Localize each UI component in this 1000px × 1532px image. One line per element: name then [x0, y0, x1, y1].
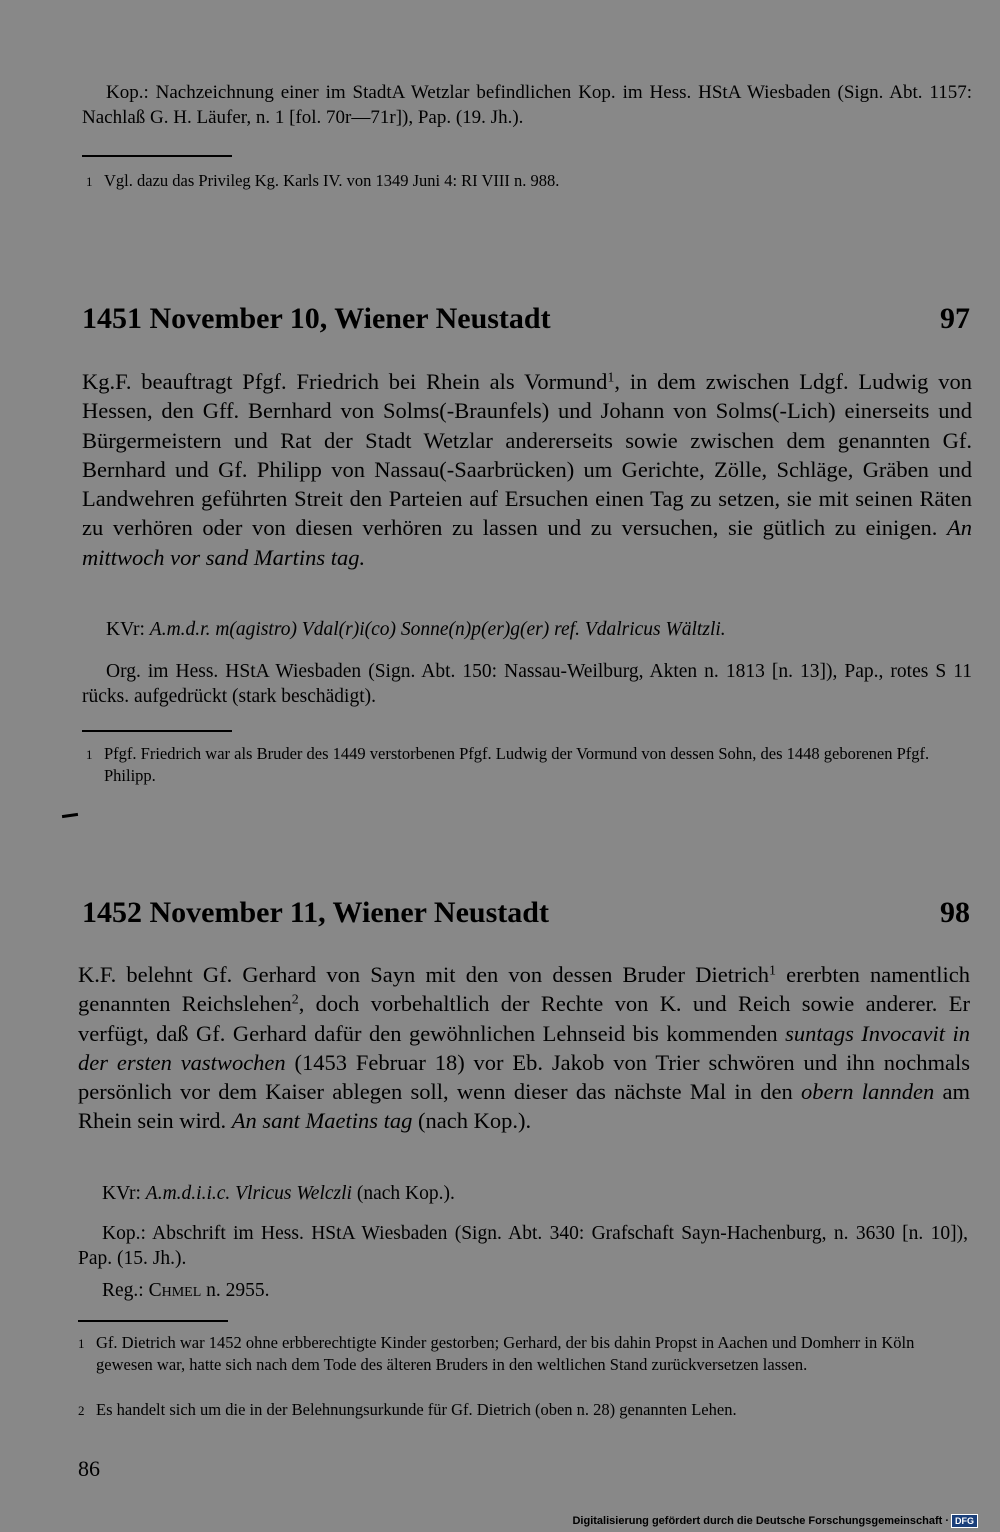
- dating-clause: An mittwoch vor sand Martins tag.: [82, 515, 972, 570]
- org-note-97: [82, 659, 972, 709]
- regest-body-97: [82, 367, 972, 572]
- stray-mark: [62, 813, 78, 818]
- regest-text: (nach Kop.).: [412, 1108, 532, 1134]
- entry-heading-97: [82, 302, 970, 336]
- kop-note-top: [82, 80, 972, 130]
- footnote-rule: [82, 730, 232, 732]
- footnote-97: [86, 743, 966, 787]
- regest-text: , doch vorbehaltlich der Rechte von K. und Reich sowie anderer. Er verfügt, daß Gf. Gerhard dafür den gewöhnlichen Lehnseid bis kommenden: [78, 991, 970, 1046]
- regest-body-98: [78, 960, 970, 1136]
- regest-text: Kg.F. beauftragt Pfgf. Friedrich bei Rhein als Vormund: [82, 369, 608, 394]
- kvr-label: KVr:: [106, 619, 150, 640]
- footnote-number: 1: [86, 747, 93, 762]
- regest-text: (1453 Februar 18) vor Eb. Jakob von Trier schwören und ihn nochmals persönlich vor dem Kaiser ablegen soll, wenn dieser das nächste Mal in den: [78, 1049, 970, 1105]
- org-text: Org. im Hess. HStA Wiesbaden (Sign. Abt. 150: Nassau-Weilburg, Akten n. 1813 [n. 13]), Pap., rotes S 11 rücks. aufgedrückt (stark beschädigt).: [82, 661, 972, 707]
- kvr-text: A.m.d.r. m(agistro) Vdal(r)i(co) Sonne(n)p(er)g(er) ref. Vdalricus Wältzli.: [149, 619, 726, 640]
- footnote-rule: [82, 155, 232, 157]
- entry-date-place: 1451 November 10, Wiener Neustadt: [82, 302, 551, 335]
- dfg-logo: DFG: [951, 1514, 978, 1528]
- reg-name: Chmel: [148, 1280, 202, 1301]
- regest-text: K.F. belehnt Gf. Gerhard von Sayn mit den von dessen Bruder Dietrich: [78, 962, 769, 987]
- kvr-text: A.m.d.i.i.c. Vlricus Welczli: [145, 1183, 352, 1204]
- date-phrase: suntags Invocavit in der ersten vastwochen: [78, 1020, 970, 1075]
- dating-clause: An sant Maetins tag: [231, 1108, 413, 1134]
- digitization-credit: [572, 1514, 978, 1528]
- footnote-text: Vgl. dazu das Privileg Kg. Karls IV. von 1349 Juni 4: RI VIII n. 988.: [104, 171, 560, 190]
- kop-text: Nachzeichnung einer im StadtA Wetzlar befindlichen Kop. im Hess. HStA Wiesbaden (Sign. Abt. 1157: Nachlaß G. H. Läufer, n. 1 [fol. 70r—71r]), Pap. (19. Jh.).: [82, 82, 972, 128]
- kvr-line-98: [102, 1181, 968, 1206]
- footnote-number: 1: [86, 174, 93, 189]
- kvr-after: (nach Kop.).: [351, 1183, 455, 1204]
- footnote-number: 1: [78, 1336, 85, 1351]
- reg-after: n. 2955.: [201, 1280, 270, 1301]
- kop-label: Kop.:: [106, 82, 149, 103]
- kvr-label: KVr:: [102, 1183, 146, 1204]
- regest-text: am Rhein sein wird.: [78, 1079, 971, 1134]
- kvr-line-97: [106, 617, 972, 642]
- kop-note-98: [78, 1221, 968, 1271]
- footnote-ref: 1: [607, 370, 615, 386]
- footnote-98-1: [78, 1332, 966, 1376]
- credit-text: Digitalisierung gefördert durch die Deutsche Forschungsgemeinschaft ·: [572, 1515, 949, 1527]
- footnote-text: Es handelt sich um die in der Belehnungsurkunde für Gf. Dietrich (oben n. 28) genannten Lehen.: [96, 1400, 737, 1419]
- footnote-ref: 1: [768, 963, 776, 979]
- footnote-rule: [78, 1320, 228, 1322]
- entry-number: 98: [940, 896, 970, 929]
- place-phrase: obern lannden: [800, 1079, 935, 1105]
- footnote-text: Gf. Dietrich war 1452 ohne erbberechtigte Kinder gestorben; Gerhard, der bis dahin Propst in Aachen und Domherr in Köln gewesen war, hatte sich nach dem Tode des älteren Bruders in den weltlichen Stand zurückversetzen lassen.: [96, 1333, 915, 1374]
- entry-date-place: 1452 November 11, Wiener Neustadt: [82, 896, 549, 929]
- regest-text: ererbten namentlich genannten Reichslehen: [78, 962, 970, 1017]
- regest-text: , in dem zwischen Ldgf. Ludwig von Hessen, den Gff. Bernhard von Solms(-Braunfels) und Johann von Solms(-Lich) einerseits und Bürgermeistern und Rat der Stadt Wetzlar andererseits sowie zwischen dem genannten Gf. Bernhard und Gf. Philipp von Nassau(-Saarbrücken) um Gerichte, Zölle, Schläge, Gräben und Landwehren geführten Streit den Parteien auf Ersuchen einen Tag zu setzen, sie mit seinen Räten zu verhören oder von diesen verhören zu lassen und zu versuchen, sie gütlich zu einigen.: [82, 369, 973, 541]
- reg-label: Reg.:: [102, 1280, 149, 1301]
- reg-note-98: [102, 1278, 968, 1303]
- page-number: 86: [78, 1456, 100, 1481]
- kop-text: Kop.: Abschrift im Hess. HStA Wiesbaden (Sign. Abt. 340: Grafschaft Sayn-Hachenburg, n. 3630 [n. 10]), Pap. (15. Jh.).: [78, 1223, 968, 1269]
- footnote-text: Pfgf. Friedrich war als Bruder des 1449 verstorbenen Pfgf. Ludwig der Vormund von dessen Sohn, des 1448 geborenen Pfgf. Philipp.: [104, 744, 930, 785]
- footnote-ref: 2: [291, 992, 299, 1008]
- entry-number: 97: [940, 302, 970, 335]
- footnote-number: 2: [78, 1403, 85, 1418]
- entry-heading-98: [82, 896, 970, 930]
- footnote-98-2: [78, 1399, 966, 1422]
- footnote-top: [86, 170, 966, 193]
